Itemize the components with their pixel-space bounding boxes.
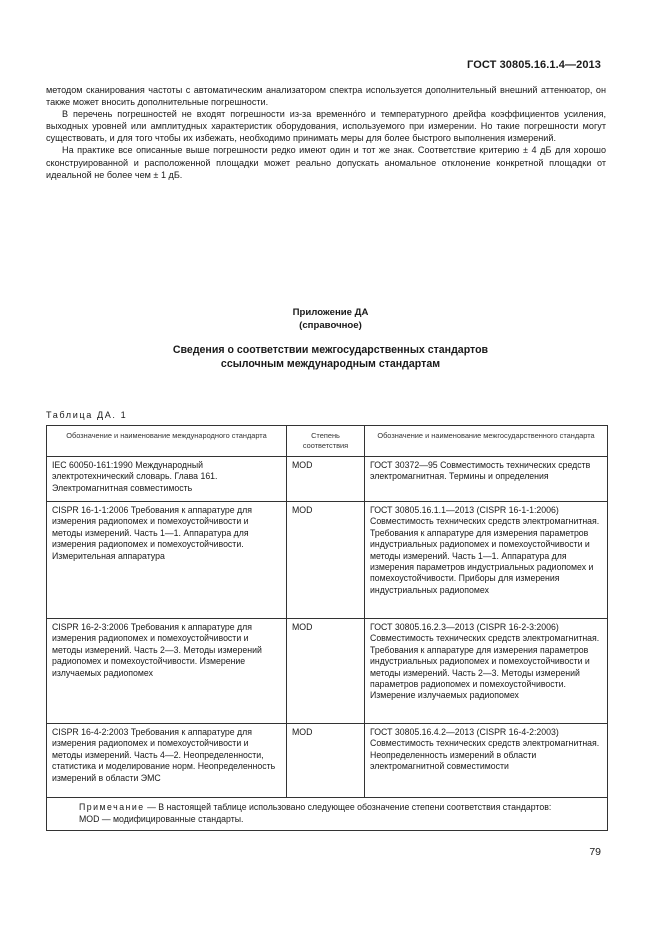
page-number: 79	[589, 846, 601, 858]
standards-table	[46, 425, 608, 831]
table-row	[47, 724, 608, 798]
note-mod-line: MOD — модифицированные стандарты.	[79, 813, 244, 824]
cell-degree: MOD	[287, 619, 365, 724]
section-title-line-1: Сведения о соответствии межгосударственных стандартов	[172, 344, 489, 356]
table-row	[47, 457, 608, 502]
paragraph-1: методом сканирования частоты с автоматическим анализатором спектра используется дополнительный внешний аттенюатор, он также может вносить дополнительные погрешности.	[46, 85, 606, 108]
cell-international: CISPR 16-2-3:2006 Требования к аппаратуре для измерения радиопомех и помехоустойчивости и методы измерений. Часть 2—3. Методы измерений радиопомех и помехоустойчивости. Измерение излучаемых радиопомех	[47, 619, 287, 724]
note-first-line	[53, 802, 601, 814]
table-note-row	[47, 798, 608, 831]
header-interstate: Обозначение и наименование межгосударственного стандарта	[365, 426, 608, 457]
appendix-title: Приложение ДА	[292, 307, 369, 318]
header-degree: Степень соответствия	[287, 426, 365, 457]
cell-interstate: ГОСТ 30805.16.2.3—2013 (CISPR 16-2-3:2006) Совместимость технических средств электромагнитная. Требования к аппаратуре для измерения параметров индустриальных радиопомех и помехоустойчивости и методы измерений. Часть 2—3. Методы измерений параметров радиопомех и помехоустойчивости. Измерение излучаемых радиопомех	[365, 619, 608, 724]
note-text: — В настоящей таблице использовано следующее обозначение степени соответствия стандартов:	[147, 802, 552, 812]
table-note	[47, 798, 608, 831]
header-international: Обозначение и наименование международного стандарта	[47, 426, 287, 457]
section-title-line-2: ссылочным международным стандартам	[220, 358, 441, 371]
cell-degree: MOD	[287, 724, 365, 798]
table-caption: Таблица ДА. 1	[46, 410, 128, 420]
cell-degree: MOD	[287, 457, 365, 502]
table-row	[47, 502, 608, 619]
cell-interstate: ГОСТ 30805.16.1.1—2013 (CISPR 16-1-1:2006) Совместимость технических средств электромагнитная. Требования к аппаратуре для измерения параметров индустриальных радиопомех и помехоустойчивости и методы измерений. Часть 1—1. Аппаратура для измерения параметров индустриальных радиопомех и помехоустойчивости. Приборы для измерения индустриальных радиопомех	[365, 502, 608, 619]
table-header-row	[47, 426, 608, 457]
appendix-subtitle: (справочное)	[299, 320, 362, 331]
body-text	[46, 84, 606, 181]
table-row	[47, 619, 608, 724]
cell-degree: MOD	[287, 502, 365, 619]
cell-interstate: ГОСТ 30805.16.4.2—2013 (CISPR 16-4-2:2003) Совместимость технических средств электромагнитная. Неопределенность измерений в области электромагнитной совместимости	[365, 724, 608, 798]
cell-international: IEC 60050-161:1990 Международный электротехнический словарь. Глава 161. Электромагнитная совместимость	[47, 457, 287, 502]
note-label: Примечание	[79, 802, 145, 812]
cell-interstate: ГОСТ 30372—95 Совместимость технических средств электромагнитная. Термины и определения	[365, 457, 608, 502]
cell-international: CISPR 16-4-2:2003 Требования к аппаратуре для измерения радиопомех и помехоустойчивости и методы измерений. Часть 4—2. Неопределенности, статистика и моделирование норм. Неопределенность измерений в области ЭМС	[47, 724, 287, 798]
section-title	[0, 343, 661, 371]
document-number: ГОСТ 30805.16.1.4—2013	[467, 59, 601, 71]
paragraph-3: На практике все описанные выше погрешности редко имеют один и тот же знак. Соответствие критерию ± 4 дБ для хорошо сконструированной и расположенной площадки может реально допускать аномальное отклонение конкретной площадки от идеальной не более чем ± 1 дБ.	[46, 145, 606, 180]
cell-international: CISPR 16-1-1:2006 Требования к аппаратуре для измерения радиопомех и помехоустойчивости и методы измерений. Часть 1—1. Аппаратура для измерения радиопомех и помехоустойчивости. Измерительная аппаратура	[47, 502, 287, 619]
paragraph-2: В перечень погрешностей не входят погрешности из-за временно́го и температурного дрейфа коэффициентов усиления, выходных уровней или амплитудных характеристик оборудования, используемого при измерении. Но такие погрешности могут существовать, и для того чтобы их избежать, необходимо принимать меры для более быстрого выполнения измерений.	[46, 109, 606, 144]
